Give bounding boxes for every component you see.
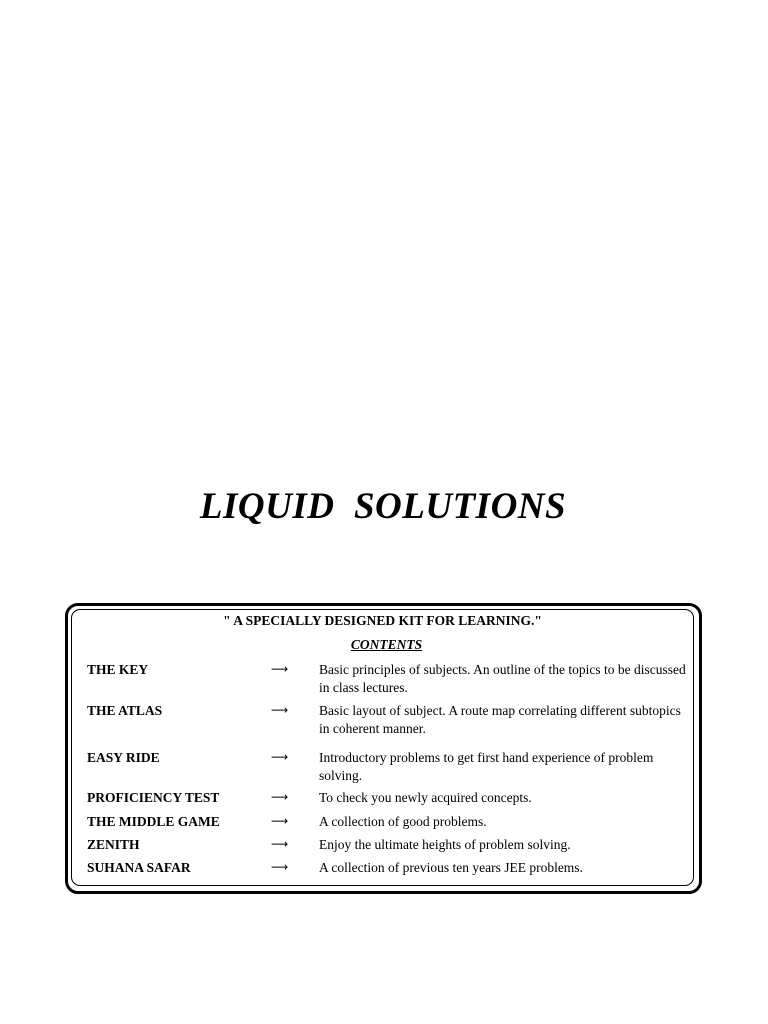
contents-row-description: A collection of good problems. (319, 814, 487, 829)
right-arrow-icon: ⟶ (271, 860, 289, 874)
contents-row-label: THE KEY (87, 662, 149, 677)
contents-row-label: THE ATLAS (87, 703, 163, 718)
right-arrow-icon: ⟶ (271, 662, 289, 676)
contents-row-description: Basic principles of subjects. An outline of the topics to be discussed in class lectures. (319, 662, 686, 695)
right-arrow-icon: ⟶ (271, 703, 289, 717)
right-arrow-icon: ⟶ (271, 814, 289, 828)
contents-row-label: ZENITH (87, 837, 140, 852)
document-title: LIQUID SOLUTIONS (199, 486, 567, 527)
contents-row-label: PROFICIENCY TEST (87, 790, 220, 805)
contents-row-description: Introductory problems to get first hand experience of problem solving. (319, 750, 654, 783)
right-arrow-icon: ⟶ (271, 837, 289, 851)
contents-heading: CONTENTS (350, 637, 423, 652)
right-arrow-icon: ⟶ (271, 790, 289, 804)
kit-tagline: " A SPECIALLY DESIGNED KIT FOR LEARNING." (223, 613, 542, 628)
contents-row-description: A collection of previous ten years JEE problems. (319, 860, 583, 875)
contents-row-description: To check you newly acquired concepts. (319, 790, 532, 805)
contents-row-label: THE MIDDLE GAME (87, 814, 220, 829)
contents-row-description: Enjoy the ultimate heights of problem solving. (319, 837, 571, 852)
contents-row-label: EASY RIDE (87, 750, 160, 765)
contents-row-description: Basic layout of subject. A route map correlating different subtopics in coherent manner. (319, 703, 681, 736)
contents-row-label: SUHANA SAFAR (87, 860, 191, 875)
right-arrow-icon: ⟶ (271, 750, 289, 764)
